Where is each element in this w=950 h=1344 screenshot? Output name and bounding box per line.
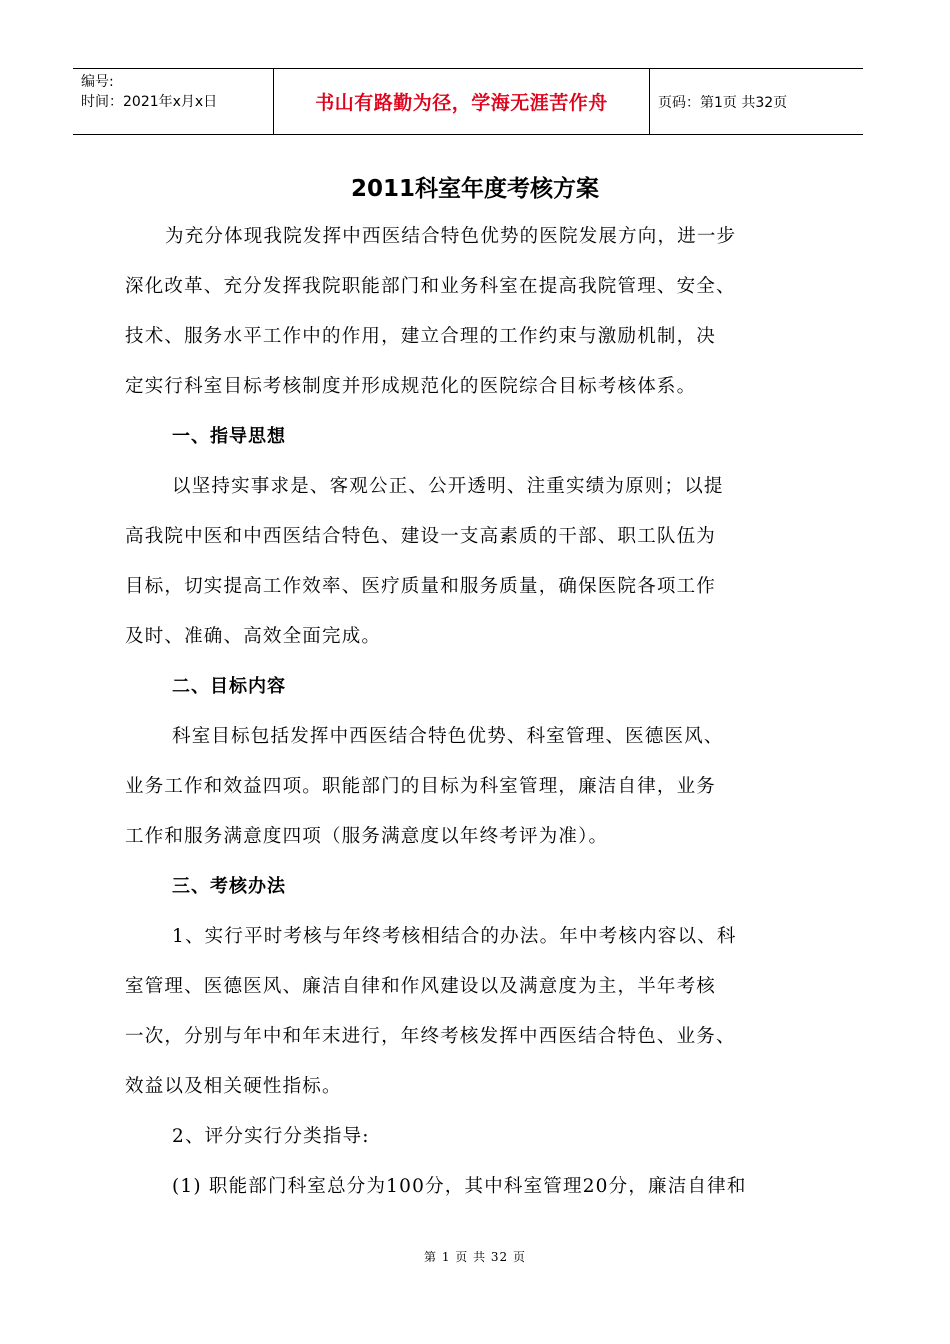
paragraph-line: 科室目标包括发挥中西医结合特色优势、科室管理、医德医风、	[172, 726, 724, 747]
page-footer: 第 1 页 共 32 页	[424, 1250, 526, 1264]
paragraph-line: 为充分体现我院发挥中西医结合特色优势的医院发展方向，进一步	[165, 226, 737, 247]
paragraph-line: 以坚持实事求是、客观公正、公开透明、注重实绩为原则；以提	[172, 476, 724, 497]
paragraph-line: 及时、准确、高效全面完成。	[125, 626, 382, 647]
header-table	[73, 68, 863, 135]
paragraph-line: 1、实行平时考核与年终考核相结合的办法。年中考核内容以、科	[172, 926, 737, 947]
paragraph-line: 业务工作和效益四项。职能部门的目标为科室管理，廉洁自律，业务	[125, 776, 717, 797]
document-time-label: 时间：2021年x月x日	[81, 94, 218, 110]
paragraph-line: 效益以及相关硬性指标。	[125, 1076, 342, 1097]
paragraph-line: 深化改革、充分发挥我院职能部门和业务科室在提高我院管理、安全、	[125, 276, 736, 297]
paragraph-line: 技术、服务水平工作中的作用，建立合理的工作约束与激励机制，决	[125, 326, 717, 347]
section-heading: 一、指导思想	[172, 426, 286, 447]
paragraph-line: 2、评分实行分类指导:	[172, 1126, 370, 1147]
paragraph-line: 目标，切实提高工作效率、医疗质量和服务质量，确保医院各项工作	[125, 576, 717, 597]
paragraph-line: (1) 职能部门科室总分为100分，其中科室管理20分，廉洁自律和	[172, 1176, 747, 1197]
document-number-label: 编号:	[81, 74, 114, 90]
header-page-info: 页码：第1页 共32页	[658, 94, 788, 111]
paragraph-line: 高我院中医和中西医结合特色、建设一支高素质的干部、职工队伍为	[125, 526, 717, 547]
paragraph-line: 一次，分别与年中和年末进行，年终考核发挥中西医结合特色、业务、	[125, 1026, 736, 1047]
paragraph-line: 室管理、医德医风、廉洁自律和作风建设以及满意度为主，半年考核	[125, 976, 717, 997]
document-title: 2011科室年度考核方案	[350, 176, 599, 202]
paragraph-line: 定实行科室目标考核制度并形成规范化的医院综合目标考核体系。	[125, 376, 697, 397]
paragraph-line: 工作和服务满意度四项（服务满意度以年终考评为准）。	[125, 826, 609, 847]
section-heading: 三、考核办法	[172, 876, 286, 897]
section-heading: 二、目标内容	[172, 676, 286, 697]
header-motto: 书山有路勤为径，学海无涯苦作舟	[274, 69, 650, 134]
header-meta	[73, 69, 274, 134]
